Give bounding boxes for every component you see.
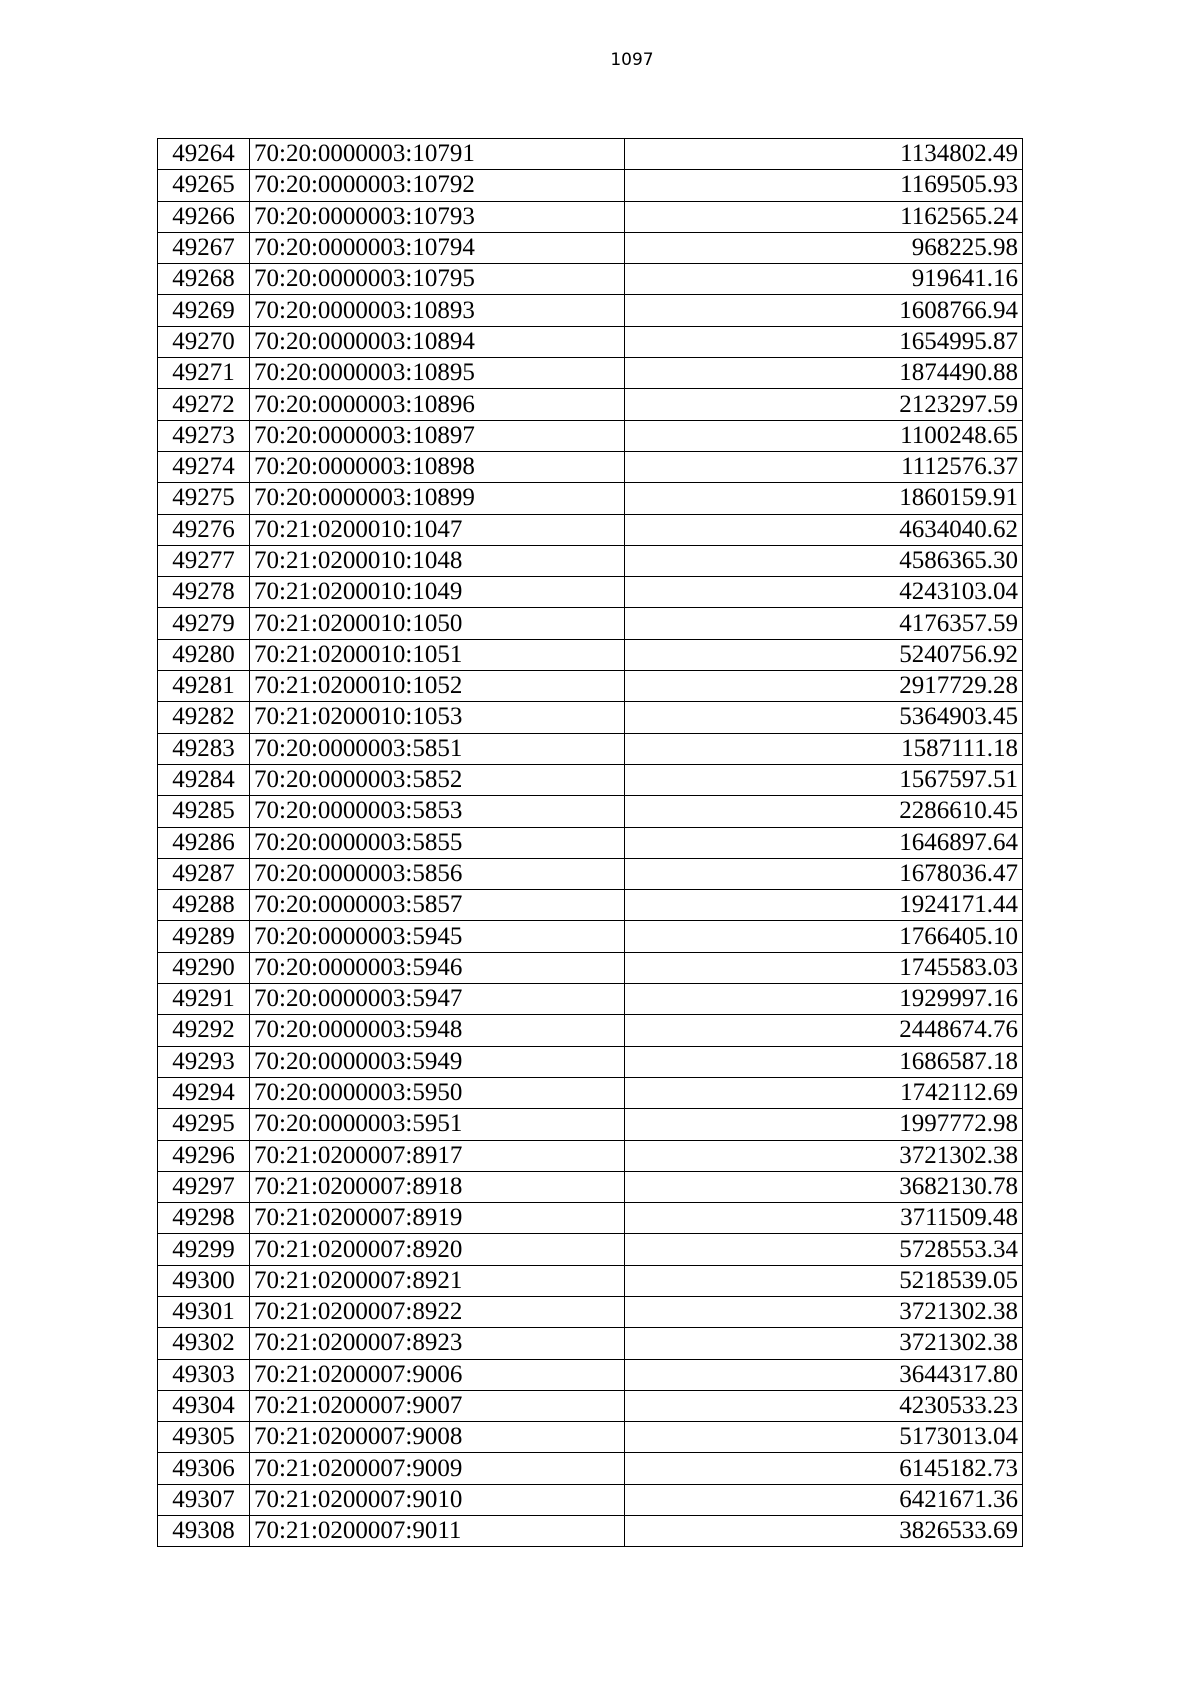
row-number-cell: 49270 bbox=[158, 326, 250, 357]
value-cell: 919641.16 bbox=[625, 264, 1023, 295]
table-row bbox=[158, 1296, 1023, 1327]
value-cell: 2917729.28 bbox=[625, 671, 1023, 702]
table-row bbox=[158, 1484, 1023, 1515]
row-number-cell: 49272 bbox=[158, 389, 250, 420]
row-number-cell: 49285 bbox=[158, 796, 250, 827]
page-number: 1097 bbox=[610, 50, 654, 70]
value-cell: 968225.98 bbox=[625, 232, 1023, 263]
table-row bbox=[158, 358, 1023, 389]
row-number-cell: 49300 bbox=[158, 1265, 250, 1296]
value-cell: 3721302.38 bbox=[625, 1328, 1023, 1359]
table-row bbox=[158, 295, 1023, 326]
value-cell: 3721302.38 bbox=[625, 1140, 1023, 1171]
table-body bbox=[158, 139, 1023, 1547]
cadastral-number-cell: 70:21:0200007:8922 bbox=[250, 1296, 625, 1327]
value-cell: 4586365.30 bbox=[625, 545, 1023, 576]
cadastral-number-cell: 70:20:0000003:10792 bbox=[250, 170, 625, 201]
cadastral-number-cell: 70:20:0000003:10793 bbox=[250, 201, 625, 232]
row-number-cell: 49304 bbox=[158, 1390, 250, 1421]
table-row bbox=[158, 1328, 1023, 1359]
value-cell: 1587111.18 bbox=[625, 733, 1023, 764]
value-cell: 5173013.04 bbox=[625, 1422, 1023, 1453]
value-cell: 1169505.93 bbox=[625, 170, 1023, 201]
table-row bbox=[158, 1234, 1023, 1265]
row-number-cell: 49308 bbox=[158, 1516, 250, 1547]
cadastral-number-cell: 70:21:0200010:1047 bbox=[250, 514, 625, 545]
value-cell: 6145182.73 bbox=[625, 1453, 1023, 1484]
value-cell: 1929997.16 bbox=[625, 984, 1023, 1015]
value-cell: 3826533.69 bbox=[625, 1516, 1023, 1547]
value-cell: 2286610.45 bbox=[625, 796, 1023, 827]
row-number-cell: 49289 bbox=[158, 921, 250, 952]
cadastral-number-cell: 70:20:0000003:5948 bbox=[250, 1015, 625, 1046]
table-row bbox=[158, 1109, 1023, 1140]
value-cell: 1567597.51 bbox=[625, 764, 1023, 795]
row-number-cell: 49264 bbox=[158, 139, 250, 170]
table-row bbox=[158, 232, 1023, 263]
row-number-cell: 49269 bbox=[158, 295, 250, 326]
table-row bbox=[158, 201, 1023, 232]
row-number-cell: 49278 bbox=[158, 577, 250, 608]
table-row bbox=[158, 984, 1023, 1015]
cadastral-number-cell: 70:20:0000003:5951 bbox=[250, 1109, 625, 1140]
table-row bbox=[158, 483, 1023, 514]
value-cell: 4230533.23 bbox=[625, 1390, 1023, 1421]
row-number-cell: 49281 bbox=[158, 671, 250, 702]
row-number-cell: 49288 bbox=[158, 890, 250, 921]
row-number-cell: 49273 bbox=[158, 420, 250, 451]
value-cell: 1608766.94 bbox=[625, 295, 1023, 326]
cadastral-number-cell: 70:20:0000003:5855 bbox=[250, 827, 625, 858]
table-row bbox=[158, 139, 1023, 170]
table-row bbox=[158, 671, 1023, 702]
value-cell: 3682130.78 bbox=[625, 1171, 1023, 1202]
cadastral-number-cell: 70:21:0200007:9011 bbox=[250, 1516, 625, 1547]
row-number-cell: 49298 bbox=[158, 1203, 250, 1234]
row-number-cell: 49271 bbox=[158, 358, 250, 389]
row-number-cell: 49274 bbox=[158, 451, 250, 482]
row-number-cell: 49305 bbox=[158, 1422, 250, 1453]
value-cell: 1766405.10 bbox=[625, 921, 1023, 952]
table-row bbox=[158, 389, 1023, 420]
row-number-cell: 49284 bbox=[158, 764, 250, 795]
value-cell: 1874490.88 bbox=[625, 358, 1023, 389]
value-cell: 1654995.87 bbox=[625, 326, 1023, 357]
cadastral-number-cell: 70:20:0000003:10794 bbox=[250, 232, 625, 263]
value-cell: 1162565.24 bbox=[625, 201, 1023, 232]
table-row bbox=[158, 1046, 1023, 1077]
value-cell: 5240756.92 bbox=[625, 639, 1023, 670]
value-cell: 1742112.69 bbox=[625, 1077, 1023, 1108]
table-row bbox=[158, 1390, 1023, 1421]
table-row bbox=[158, 326, 1023, 357]
cadastral-number-cell: 70:21:0200010:1051 bbox=[250, 639, 625, 670]
value-cell: 3721302.38 bbox=[625, 1296, 1023, 1327]
table-row bbox=[158, 1516, 1023, 1547]
value-cell: 6421671.36 bbox=[625, 1484, 1023, 1515]
cadastral-number-cell: 70:21:0200007:8921 bbox=[250, 1265, 625, 1296]
table-row bbox=[158, 1359, 1023, 1390]
value-cell: 4243103.04 bbox=[625, 577, 1023, 608]
cadastral-number-cell: 70:21:0200007:9007 bbox=[250, 1390, 625, 1421]
row-number-cell: 49303 bbox=[158, 1359, 250, 1390]
cadastral-number-cell: 70:21:0200007:8918 bbox=[250, 1171, 625, 1202]
row-number-cell: 49266 bbox=[158, 201, 250, 232]
table-row bbox=[158, 764, 1023, 795]
value-cell: 1100248.65 bbox=[625, 420, 1023, 451]
cadastral-value-table bbox=[157, 138, 1023, 1547]
table-row bbox=[158, 170, 1023, 201]
value-cell: 3711509.48 bbox=[625, 1203, 1023, 1234]
value-cell: 1134802.49 bbox=[625, 139, 1023, 170]
table-row bbox=[158, 796, 1023, 827]
row-number-cell: 49280 bbox=[158, 639, 250, 670]
cadastral-number-cell: 70:20:0000003:5949 bbox=[250, 1046, 625, 1077]
row-number-cell: 49282 bbox=[158, 702, 250, 733]
cadastral-number-cell: 70:21:0200007:8923 bbox=[250, 1328, 625, 1359]
table-row bbox=[158, 858, 1023, 889]
cadastral-number-cell: 70:21:0200010:1049 bbox=[250, 577, 625, 608]
cadastral-number-cell: 70:20:0000003:10893 bbox=[250, 295, 625, 326]
cadastral-number-cell: 70:20:0000003:5853 bbox=[250, 796, 625, 827]
cadastral-number-cell: 70:20:0000003:10894 bbox=[250, 326, 625, 357]
row-number-cell: 49268 bbox=[158, 264, 250, 295]
row-number-cell: 49296 bbox=[158, 1140, 250, 1171]
cadastral-number-cell: 70:20:0000003:5950 bbox=[250, 1077, 625, 1108]
cadastral-number-cell: 70:20:0000003:10899 bbox=[250, 483, 625, 514]
table-row bbox=[158, 639, 1023, 670]
table-row bbox=[158, 451, 1023, 482]
row-number-cell: 49291 bbox=[158, 984, 250, 1015]
cadastral-number-cell: 70:21:0200010:1050 bbox=[250, 608, 625, 639]
table-row bbox=[158, 733, 1023, 764]
cadastral-number-cell: 70:20:0000003:10896 bbox=[250, 389, 625, 420]
cadastral-number-cell: 70:20:0000003:5946 bbox=[250, 952, 625, 983]
row-number-cell: 49299 bbox=[158, 1234, 250, 1265]
cadastral-number-cell: 70:20:0000003:5945 bbox=[250, 921, 625, 952]
table-row bbox=[158, 702, 1023, 733]
table-row bbox=[158, 577, 1023, 608]
row-number-cell: 49292 bbox=[158, 1015, 250, 1046]
value-cell: 1678036.47 bbox=[625, 858, 1023, 889]
table-row bbox=[158, 890, 1023, 921]
cadastral-number-cell: 70:21:0200010:1053 bbox=[250, 702, 625, 733]
row-number-cell: 49267 bbox=[158, 232, 250, 263]
row-number-cell: 49279 bbox=[158, 608, 250, 639]
table-row bbox=[158, 921, 1023, 952]
table-row bbox=[158, 1171, 1023, 1202]
table-row bbox=[158, 420, 1023, 451]
value-cell: 4634040.62 bbox=[625, 514, 1023, 545]
table-row bbox=[158, 1265, 1023, 1296]
cadastral-number-cell: 70:20:0000003:5851 bbox=[250, 733, 625, 764]
table-row bbox=[158, 264, 1023, 295]
table-row bbox=[158, 545, 1023, 576]
cadastral-number-cell: 70:20:0000003:5856 bbox=[250, 858, 625, 889]
row-number-cell: 49301 bbox=[158, 1296, 250, 1327]
table-row bbox=[158, 1015, 1023, 1046]
value-cell: 1860159.91 bbox=[625, 483, 1023, 514]
cadastral-number-cell: 70:20:0000003:5857 bbox=[250, 890, 625, 921]
value-cell: 5364903.45 bbox=[625, 702, 1023, 733]
table-row bbox=[158, 952, 1023, 983]
row-number-cell: 49265 bbox=[158, 170, 250, 201]
cadastral-number-cell: 70:21:0200007:8919 bbox=[250, 1203, 625, 1234]
value-cell: 3644317.80 bbox=[625, 1359, 1023, 1390]
cadastral-number-cell: 70:21:0200007:9006 bbox=[250, 1359, 625, 1390]
table-row bbox=[158, 514, 1023, 545]
value-cell: 1924171.44 bbox=[625, 890, 1023, 921]
cadastral-number-cell: 70:20:0000003:10795 bbox=[250, 264, 625, 295]
table-row bbox=[158, 1422, 1023, 1453]
value-cell: 1112576.37 bbox=[625, 451, 1023, 482]
value-cell: 1997772.98 bbox=[625, 1109, 1023, 1140]
row-number-cell: 49295 bbox=[158, 1109, 250, 1140]
row-number-cell: 49302 bbox=[158, 1328, 250, 1359]
row-number-cell: 49283 bbox=[158, 733, 250, 764]
value-cell: 5728553.34 bbox=[625, 1234, 1023, 1265]
row-number-cell: 49290 bbox=[158, 952, 250, 983]
row-number-cell: 49306 bbox=[158, 1453, 250, 1484]
table-row bbox=[158, 1203, 1023, 1234]
cadastral-number-cell: 70:20:0000003:10895 bbox=[250, 358, 625, 389]
cadastral-number-cell: 70:20:0000003:10898 bbox=[250, 451, 625, 482]
value-cell: 1686587.18 bbox=[625, 1046, 1023, 1077]
row-number-cell: 49294 bbox=[158, 1077, 250, 1108]
cadastral-number-cell: 70:20:0000003:10791 bbox=[250, 139, 625, 170]
cadastral-number-cell: 70:21:0200007:9010 bbox=[250, 1484, 625, 1515]
value-cell: 1646897.64 bbox=[625, 827, 1023, 858]
cadastral-number-cell: 70:21:0200010:1048 bbox=[250, 545, 625, 576]
table-row bbox=[158, 1077, 1023, 1108]
row-number-cell: 49275 bbox=[158, 483, 250, 514]
row-number-cell: 49286 bbox=[158, 827, 250, 858]
row-number-cell: 49307 bbox=[158, 1484, 250, 1515]
row-number-cell: 49276 bbox=[158, 514, 250, 545]
cadastral-number-cell: 70:21:0200007:8917 bbox=[250, 1140, 625, 1171]
table-row bbox=[158, 1453, 1023, 1484]
cadastral-number-cell: 70:20:0000003:5852 bbox=[250, 764, 625, 795]
cadastral-number-cell: 70:20:0000003:5947 bbox=[250, 984, 625, 1015]
value-cell: 4176357.59 bbox=[625, 608, 1023, 639]
row-number-cell: 49277 bbox=[158, 545, 250, 576]
cadastral-number-cell: 70:20:0000003:10897 bbox=[250, 420, 625, 451]
row-number-cell: 49293 bbox=[158, 1046, 250, 1077]
table-row bbox=[158, 1140, 1023, 1171]
value-cell: 2123297.59 bbox=[625, 389, 1023, 420]
cadastral-number-cell: 70:21:0200007:8920 bbox=[250, 1234, 625, 1265]
row-number-cell: 49287 bbox=[158, 858, 250, 889]
cadastral-number-cell: 70:21:0200007:9008 bbox=[250, 1422, 625, 1453]
table-row bbox=[158, 827, 1023, 858]
cadastral-number-cell: 70:21:0200010:1052 bbox=[250, 671, 625, 702]
value-cell: 2448674.76 bbox=[625, 1015, 1023, 1046]
value-cell: 5218539.05 bbox=[625, 1265, 1023, 1296]
value-cell: 1745583.03 bbox=[625, 952, 1023, 983]
row-number-cell: 49297 bbox=[158, 1171, 250, 1202]
cadastral-number-cell: 70:21:0200007:9009 bbox=[250, 1453, 625, 1484]
table-row bbox=[158, 608, 1023, 639]
